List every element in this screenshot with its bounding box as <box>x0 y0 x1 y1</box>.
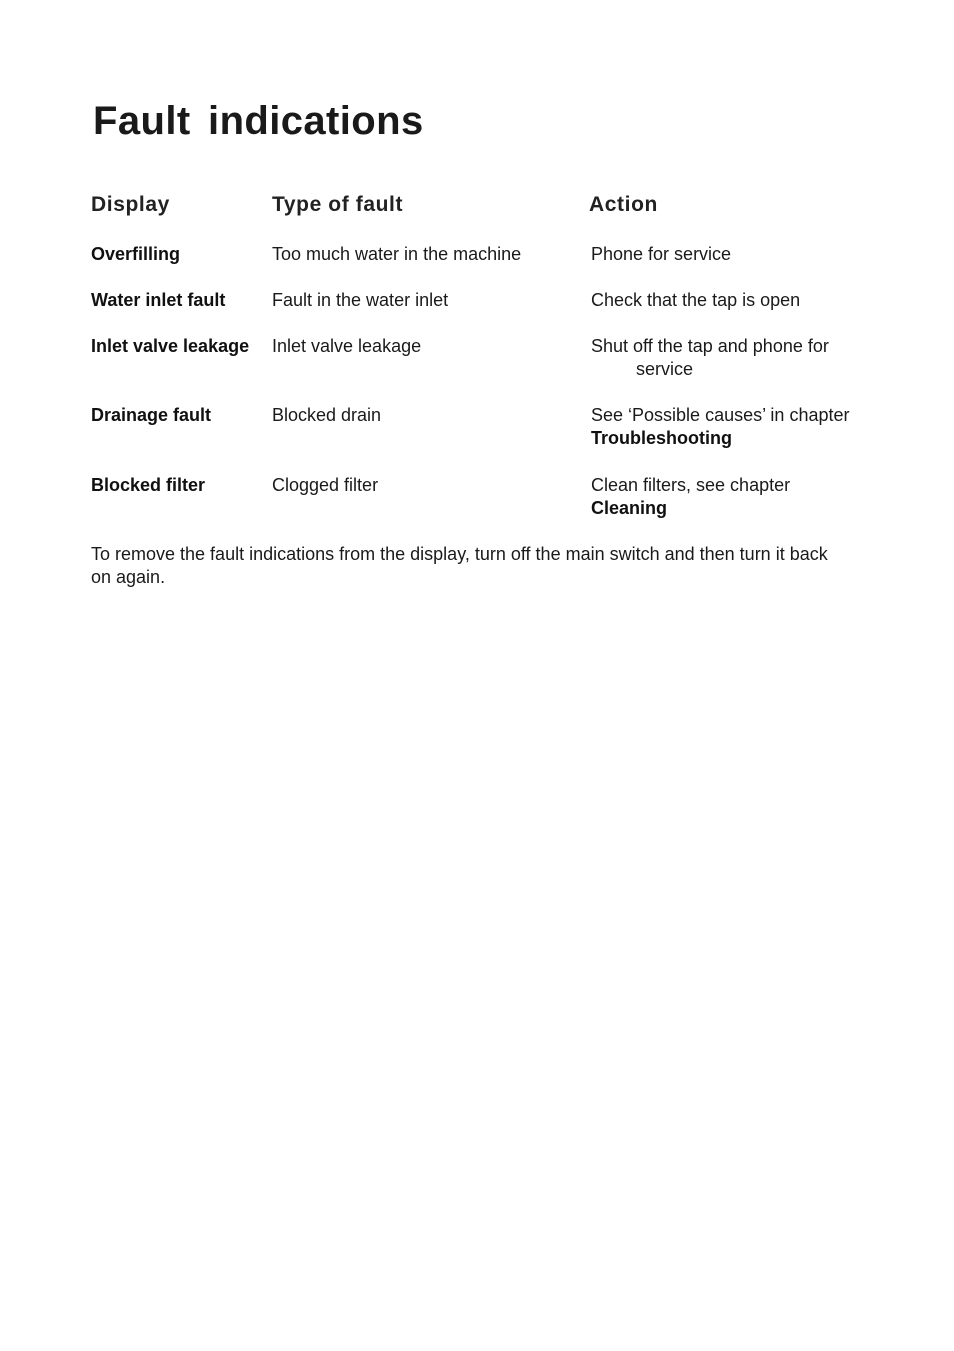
fault-action <box>591 404 849 450</box>
reset-instruction-note: To remove the fault indications from the display, turn off the main switch and then turn it back on again. <box>91 544 828 587</box>
fault-row-blocked-filter <box>0 474 954 522</box>
fault-action-text: Clean filters, see chapter <box>591 475 791 495</box>
fault-display-text: Overfilling <box>91 244 181 264</box>
fault-display-text: Blocked filter <box>91 475 206 495</box>
fault-action-text: Phone for service <box>591 244 732 264</box>
fault-row-overfilling <box>0 243 954 291</box>
fault-action <box>591 289 800 312</box>
fault-action-text-continued: service <box>636 359 694 379</box>
fault-action <box>591 335 829 381</box>
column-header-display: Display <box>91 193 170 216</box>
fault-type-text: Too much water in the machine <box>272 244 522 264</box>
chapter-reference-cleaning: Cleaning <box>591 498 668 518</box>
fault-type-text: Fault in the water inlet <box>272 290 449 310</box>
fault-action-text: See ‘Possible causes’ in chapter <box>591 405 850 425</box>
fault-display-text: Inlet valve leakage <box>91 336 250 356</box>
fault-action <box>591 243 731 266</box>
fault-action-text: Shut off the tap and phone for <box>591 336 829 356</box>
fault-row-inlet-valve-leakage <box>0 335 954 383</box>
fault-display-text: Water inlet fault <box>91 290 226 310</box>
fault-row-water-inlet-fault <box>0 289 954 337</box>
fault-action <box>591 474 790 520</box>
column-header-type-of-fault: Type of fault <box>272 193 404 216</box>
fault-row-drainage-fault <box>0 404 954 452</box>
page-title: Fault indications <box>93 99 424 143</box>
fault-action-text: Check that the tap is open <box>591 290 801 310</box>
chapter-reference-troubleshooting: Troubleshooting <box>591 428 732 448</box>
fault-display-text: Drainage fault <box>91 405 212 425</box>
fault-type-text: Blocked drain <box>272 405 382 425</box>
fault-type-text: Inlet valve leakage <box>272 336 422 356</box>
fault-type-text: Clogged filter <box>272 475 379 495</box>
column-header-action: Action <box>589 193 658 216</box>
